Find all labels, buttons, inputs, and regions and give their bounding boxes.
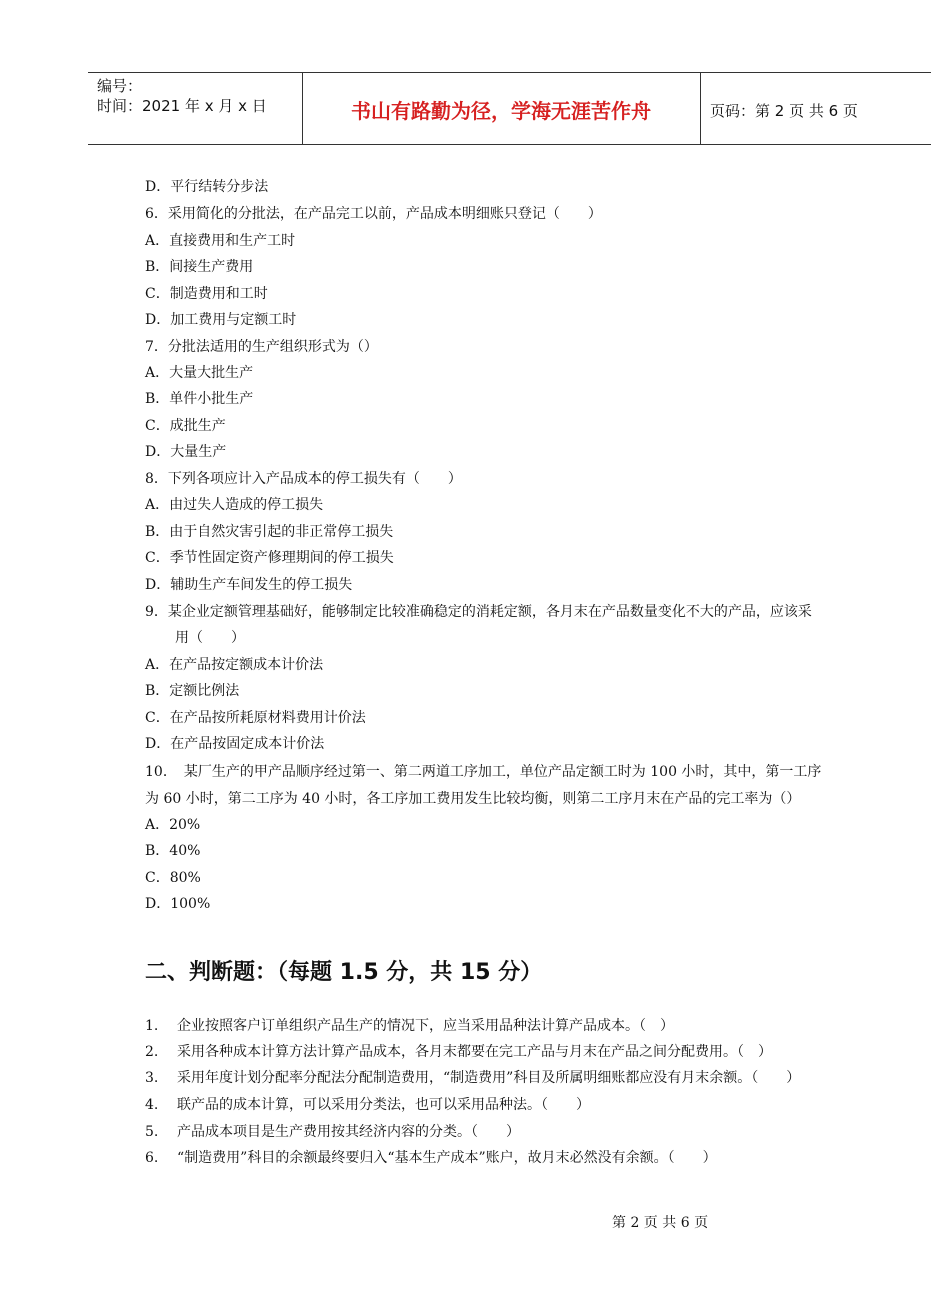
mc-line: D．在产品按固定成本计价法 (145, 736, 325, 752)
tf-item-number: 5. (145, 1124, 159, 1140)
mc-line: A．在产品按定额成本计价法 (145, 657, 324, 673)
tf-item (145, 1015, 674, 1035)
mc-line: 为 60 小时，第二工序为 40 小时，各工序加工费用发生比较均衡，则第二工序月末在产品的完工率为（） (145, 791, 801, 807)
mc-line: A．20% (145, 817, 201, 833)
mc-line: C．80% (145, 870, 201, 886)
header-bottom-rule (88, 144, 931, 145)
tf-item-text: 采用各种成本计算方法计算产品成本，各月末都要在完工产品与月末在产品之间分配费用。（ ） (177, 1044, 772, 1060)
tf-item (145, 1121, 520, 1141)
tf-item-number: 1. (145, 1018, 159, 1034)
mc-line: 7．分批法适用的生产组织形式为（） (145, 339, 378, 355)
header-time-label: 时间：2021 年 x 月 x 日 (97, 97, 267, 115)
page-footer: 第 2 页 共 6 页 (612, 1215, 709, 1231)
header-meta (97, 76, 267, 116)
tf-item-number: 2. (145, 1044, 159, 1060)
mc-line: B．定额比例法 (145, 683, 240, 699)
tf-item-number: 6. (145, 1150, 159, 1166)
mc-line: D．加工费用与定额工时 (145, 312, 297, 328)
tf-item (145, 1041, 772, 1061)
header-number-label: 编号： (97, 77, 143, 95)
section-title-true-false: 二、判断题：（每题 1.5 分，共 15 分） (145, 960, 543, 985)
mc-line: B．单件小批生产 (145, 391, 254, 407)
mc-line: A．大量大批生产 (145, 365, 254, 381)
tf-item (145, 1067, 800, 1087)
mc-line: 6．采用简化的分批法，在产品完工以前，产品成本明细账只登记（ ） (145, 206, 602, 222)
tf-item-text: “制造费用”科目的余额最终要归入“基本生产成本”账户，故月末必然没有余额。（ ） (177, 1150, 717, 1166)
tf-item-text: 企业按照客户订单组织产品生产的情况下，应当采用品种法计算产品成本。（ ） (177, 1018, 674, 1034)
mc-line: A．由过失人造成的停工损失 (145, 497, 324, 513)
mc-line: D．大量生产 (145, 444, 227, 460)
mc-line: B．间接生产费用 (145, 259, 254, 275)
mc-line: C．季节性固定资产修理期间的停工损失 (145, 550, 394, 566)
header-top-rule (88, 72, 931, 73)
mc-line: B．40% (145, 843, 201, 859)
mc-line: C．在产品按所耗原材料费用计价法 (145, 710, 366, 726)
header-divider-right (700, 72, 701, 144)
mc-line: D．平行结转分步法 (145, 179, 269, 195)
header-motto: 书山有路勤为径，学海无涯苦作舟 (351, 99, 651, 123)
mc-line: C．成批生产 (145, 418, 226, 434)
header-page-label: 页码：第 2 页 共 6 页 (710, 102, 858, 120)
tf-item-text: 采用年度计划分配率分配法分配制造费用，“制造费用”科目及所属明细账都应没有月末余额。（ ） (177, 1070, 801, 1086)
mc-line: D．100% (145, 896, 211, 912)
mc-line: C．制造费用和工时 (145, 286, 268, 302)
tf-item-text: 产品成本项目是生产费用按其经济内容的分类。（ ） (177, 1124, 520, 1140)
tf-item-number: 4. (145, 1097, 159, 1113)
tf-item-number: 3. (145, 1070, 159, 1086)
tf-item (145, 1147, 717, 1167)
tf-item-text: 联产品的成本计算，可以采用分类法，也可以采用品种法。（ ） (177, 1097, 590, 1113)
mc-line: B．由于自然灾害引起的非正常停工损失 (145, 524, 394, 540)
mc-line: 8．下列各项应计入产品成本的停工损失有（ ） (145, 471, 462, 487)
mc-line: D．辅助生产车间发生的停工损失 (145, 577, 353, 593)
mc-line: 9．某企业定额管理基础好，能够制定比较准确稳定的消耗定额，各月末在产品数量变化不大的产品，应该采 (145, 604, 812, 620)
mc-line: 10． 某厂生产的甲产品顺序经过第一、第二两道工序加工，单位产品定额工时为 100 小时，其中，第一工序 (145, 764, 822, 780)
tf-item (145, 1094, 590, 1114)
mc-line: 用（ ） (175, 630, 245, 646)
mc-line: A．直接费用和生产工时 (145, 233, 296, 249)
